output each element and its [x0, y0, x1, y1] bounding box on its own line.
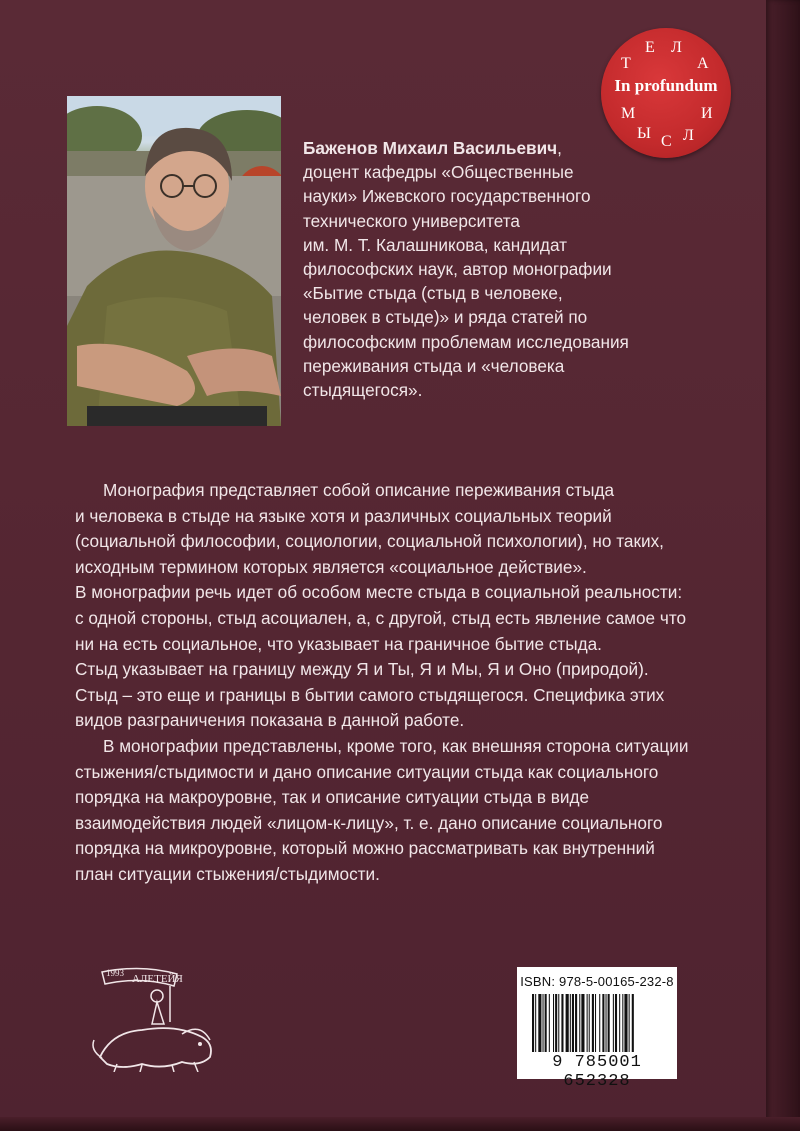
barcode-bar [592, 994, 594, 1052]
barcode-bar [602, 994, 604, 1052]
book-annotation [75, 478, 735, 888]
barcode-bar [535, 994, 536, 1052]
barcode-bar [632, 994, 634, 1052]
author-line: философских наук, автор монографии [303, 259, 612, 280]
barcode-bar [549, 994, 550, 1052]
barcode-bars [532, 994, 667, 1052]
barcode-bar [555, 994, 557, 1052]
spine-edge [766, 0, 800, 1131]
annotation-line: стыжения/стыдимости и дано описание ситуации стыда как социального [75, 761, 659, 782]
annotation-line: исходным термином которых является «социальное действие». [75, 556, 587, 577]
barcode-bar [622, 994, 623, 1052]
author-line: науки» Ижевского государственного [303, 186, 591, 207]
isbn-label: ISBN: 978-5-00165-232-8 [520, 974, 674, 989]
annotation-line: ни на есть социальное, что указывает на граничное бытие стыда. [75, 633, 602, 654]
isbn-barcode-box [517, 967, 677, 1091]
barcode-bar [566, 994, 569, 1052]
seal-letter: И [701, 105, 713, 122]
barcode-bar [624, 994, 627, 1052]
barcode-bar [572, 994, 574, 1052]
barcode-bar [589, 994, 590, 1052]
annotation-line: план ситуации стыжения/стыдимости. [75, 863, 380, 884]
barcode-bar [606, 994, 607, 1052]
annotation-line: видов разграничения показана в данной работе. [75, 710, 465, 731]
annotation-line: В монографии представлены, кроме того, как внешняя сторона ситуации [103, 735, 689, 756]
barcode-bar [570, 994, 571, 1052]
barcode-bar [575, 994, 577, 1052]
annotation-line: порядка на макроуровне, так и описание ситуации стыда в виде [75, 787, 590, 808]
author-line: философским проблемам исследования [303, 331, 629, 352]
publisher-name: АЛЕТЕЙЯ [132, 973, 183, 985]
barcode-bar [561, 994, 563, 1052]
author-line: человек в стыде)» и ряда статей по [303, 307, 588, 328]
barcode-bar [579, 994, 580, 1052]
barcode-bar [619, 994, 620, 1052]
barcode-bar [545, 994, 547, 1052]
barcode-bar [613, 994, 614, 1052]
annotation-line: с одной стороны, стыд асоциален, а, с другой, стыд есть явление самое что [75, 607, 687, 628]
author-line: им. М. Т. Калашникова, кандидат [303, 234, 567, 255]
barcode-bar [532, 994, 534, 1052]
barcode-bar [599, 994, 600, 1052]
author-line: доцент кафедры «Общественные [303, 162, 574, 183]
barcode-bar [538, 994, 541, 1052]
author-info: Баженов Михаил Васильевич, доцент кафедры «Общественные науки» Ижевского государственного технического университета им. М. Т. Калашникова, кандидат философских наук, автор монографии «Бытие стыда (стыд в человеке, человек в стыде)» и ряда статей по философским проблемам исследования переживания стыда и «человека стыдящегося». [303, 136, 713, 402]
annotation-line: В монографии речь идет об особом месте стыда в социальной реальности: [75, 582, 683, 603]
seal-letter: Л [683, 127, 694, 144]
seal-letter: Т [621, 55, 631, 72]
annotation-line: (социальной философии, социологии, социальной психологии), но таких, [75, 531, 664, 552]
author-name: Баженов Михаил Васильевич [303, 138, 558, 158]
seal-center-text: In profundum [614, 76, 718, 95]
barcode-bar [615, 994, 617, 1052]
barcode-bar [543, 994, 544, 1052]
isbn-digits: 9 785001 652328 [552, 1053, 642, 1091]
seal-letter: М [621, 105, 636, 122]
annotation-line: порядка на микроуровне, который можно рассматривать как внутренний [75, 838, 655, 859]
annotation-line: Монография представляет собой описание переживания стыда [103, 480, 615, 500]
barcode-bar [587, 994, 588, 1052]
seal-letter: Ы [637, 125, 651, 142]
author-line: технического университета [303, 210, 520, 231]
author-line: «Бытие стыда (стыд в человеке, [303, 283, 563, 304]
bottom-edge [0, 1117, 800, 1131]
barcode-bar [595, 994, 596, 1052]
annotation-line: и человека в стыде на языке хотя и различных социальных теорий [75, 505, 612, 526]
seal-letter: С [661, 133, 672, 150]
author-photo [67, 96, 281, 426]
annotation-line: Стыд – это еще и границы в бытии самого стыдящегося. Специфика этих [75, 684, 665, 705]
author-line: переживания стыда и «человека [303, 355, 565, 376]
seal-letter: Л [671, 39, 682, 56]
author-line: стыдящегося». [303, 380, 423, 401]
seal-letter: Е [645, 39, 655, 56]
barcode-bar [581, 994, 584, 1052]
barcode-bar [558, 994, 559, 1052]
barcode-bar [629, 994, 630, 1052]
publisher-year: 1993 [106, 968, 124, 978]
annotation-line: взаимодействия людей «лицом-к-лицу», т. е. дано описание социального [75, 812, 663, 833]
barcode-bar [553, 994, 554, 1052]
publisher-logo [82, 962, 222, 1072]
barcode-bar [608, 994, 610, 1052]
seal-letter: А [697, 55, 709, 72]
annotation-line: Стыд указывает на границу между Я и Ты, Я и Мы, Я и Оно (природой). [75, 659, 649, 680]
